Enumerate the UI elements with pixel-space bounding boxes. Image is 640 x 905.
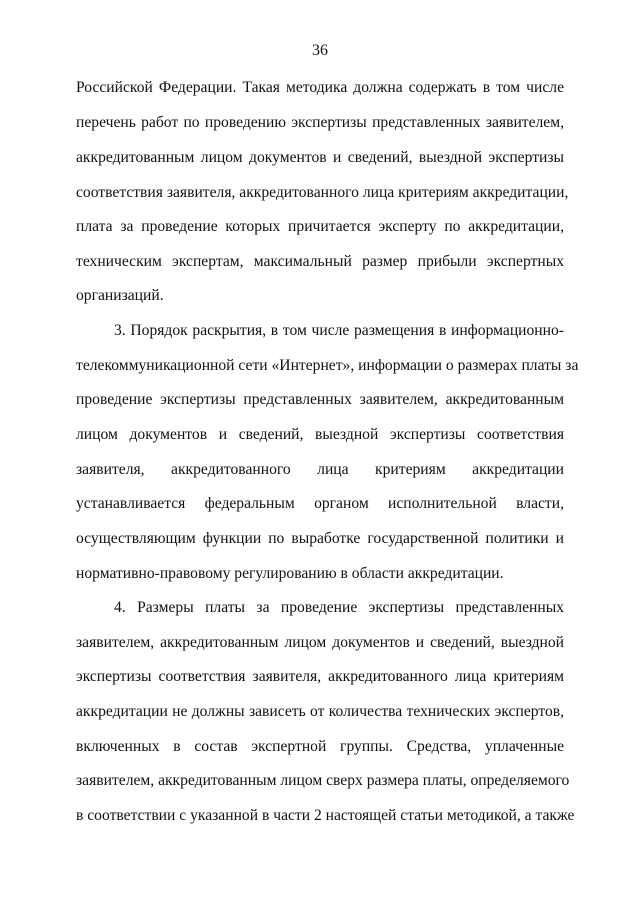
text-line: Российской Федерации. Такая методика должна содержать в том числе [76,79,564,96]
text-line: заявителя, аккредитованного лица критериям аккредитации [76,461,564,478]
text-line: плата за проведение которых причитается эксперту по аккредитации, [76,218,564,235]
paragraph-first-line: 3. Порядок раскрытия, в том числе размещения в информационно- [114,322,564,339]
text-line: включенных в состав экспертной группы. Средства, уплаченные [76,738,564,755]
text-line: в соответствии с указанной в части 2 настоящей статьи методикой, а также [76,807,575,824]
text-line: нормативно-правовому регулированию в области аккредитации. [76,565,504,582]
text-line: устанавливается федеральным органом исполнительной власти, [76,495,564,512]
paragraph-first-line: 4. Размеры платы за проведение экспертизы представленных [114,599,564,616]
text-line: организаций. [76,287,164,304]
text-line: заявителем, аккредитованным лицом документов и сведений, выездной [76,634,564,651]
text-line: аккредитации не должны зависеть от количества технических экспертов, [76,703,564,720]
text-line: осуществляющим функции по выработке государственной политики и [76,530,564,547]
text-line: заявителем, аккредитованным лицом сверх размера платы, определяемого [76,772,570,789]
text-line: экспертизы соответствия заявителя, аккредитованного лица критериям [76,668,564,685]
page-number: 36 [312,42,328,59]
text-line: соответствия заявителя, аккредитованного лица критериям аккредитации, [76,184,569,201]
text-line: проведение экспертизы представленных заявителем, аккредитованным [76,391,564,408]
text-line: перечень работ по проведению экспертизы представленных заявителем, [76,114,564,131]
text-line: техническим экспертам, максимальный размер прибыли экспертных [76,253,564,270]
text-line: телекоммуникационной сети «Интернет», информации о размерах платы за [76,357,579,374]
text-line: лицом документов и сведений, выездной экспертизы соответствия [76,426,564,443]
text-line: аккредитованным лицом документов и сведений, выездной экспертизы [76,149,564,166]
